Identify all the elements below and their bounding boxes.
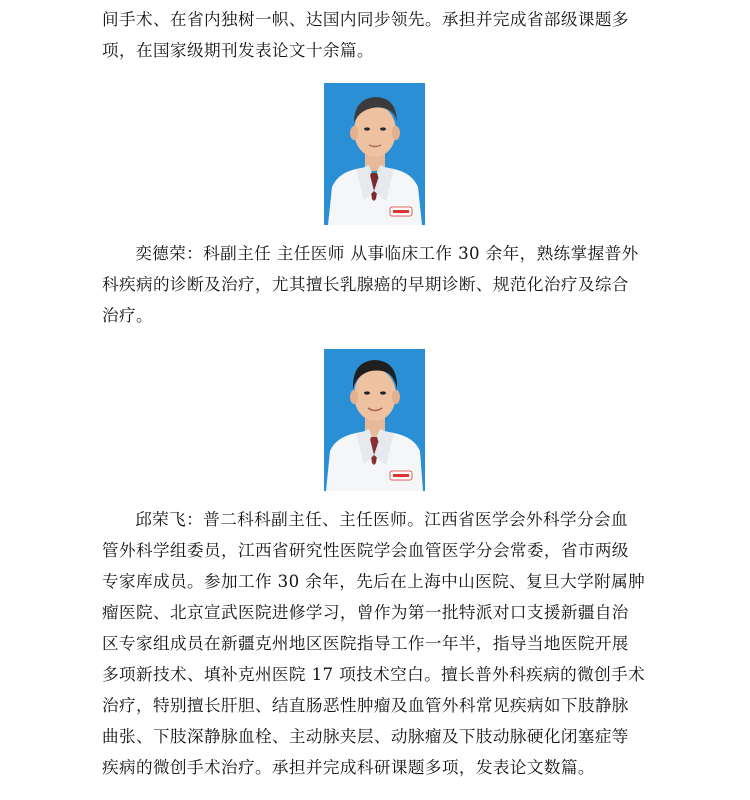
text-line: 瘤医院、北京宣武医院进修学习，曾作为第一批特派对口支援新疆自治 — [102, 603, 629, 622]
text-line: 专家库成员。参加工作 30 余年，先后在上海中山医院、复旦大学附属肿 — [102, 572, 646, 591]
text-line: 科疾病的诊断及治疗，尤其擅长乳腺癌的早期诊断、规范化治疗及综合 — [102, 275, 629, 294]
doctor-portrait-photo-1 — [324, 83, 425, 225]
text-line: 管外科学组委员，江西省研究性医院学会血管医学分会常委，省市两级 — [102, 541, 629, 560]
text-line: 项，在国家级期刊发表论文十余篇。 — [102, 41, 374, 60]
text-line: 区专家组成员在新疆克州地区医院指导工作一年半，指导当地医院开展 — [102, 634, 629, 653]
paragraph-previous-doctor — [102, 4, 650, 66]
portrait-1-graphic — [324, 83, 425, 225]
text-line: 疾病的微创手术治疗。承担并完成科研课题多项，发表论文数篇。 — [102, 758, 595, 777]
text-line: 多项新技术、填补克州医院 17 项技术空白。擅长普外科疾病的微创手术 — [102, 665, 646, 684]
text-line: 奕德荣：科副主任 主任医师 从事临床工作 30 余年，熟练掌握普外 — [135, 244, 639, 263]
paragraph-doctor-yi-derong — [102, 238, 650, 331]
doctor-portrait-photo-2 — [324, 349, 425, 491]
text-line: 治疗，特别擅长肝胆、结直肠恶性肿瘤及血管外科常见疾病如下肢静脉 — [102, 696, 629, 715]
text-line: 间手术、在省内独树一帜、达国内同步领先。承担并完成省部级课题多 — [102, 10, 629, 29]
paragraph-doctor-qiu-rongfei — [102, 504, 650, 783]
text-line: 曲张、下肢深静脉血栓、主动脉夹层、动脉瘤及下肢动脉硬化闭塞症等 — [102, 727, 629, 746]
text-line: 治疗。 — [102, 306, 153, 325]
text-line: 邱荣飞：普二科科副主任、主任医师。江西省医学会外科学分会血 — [135, 510, 629, 529]
portrait-2-graphic — [324, 349, 425, 491]
